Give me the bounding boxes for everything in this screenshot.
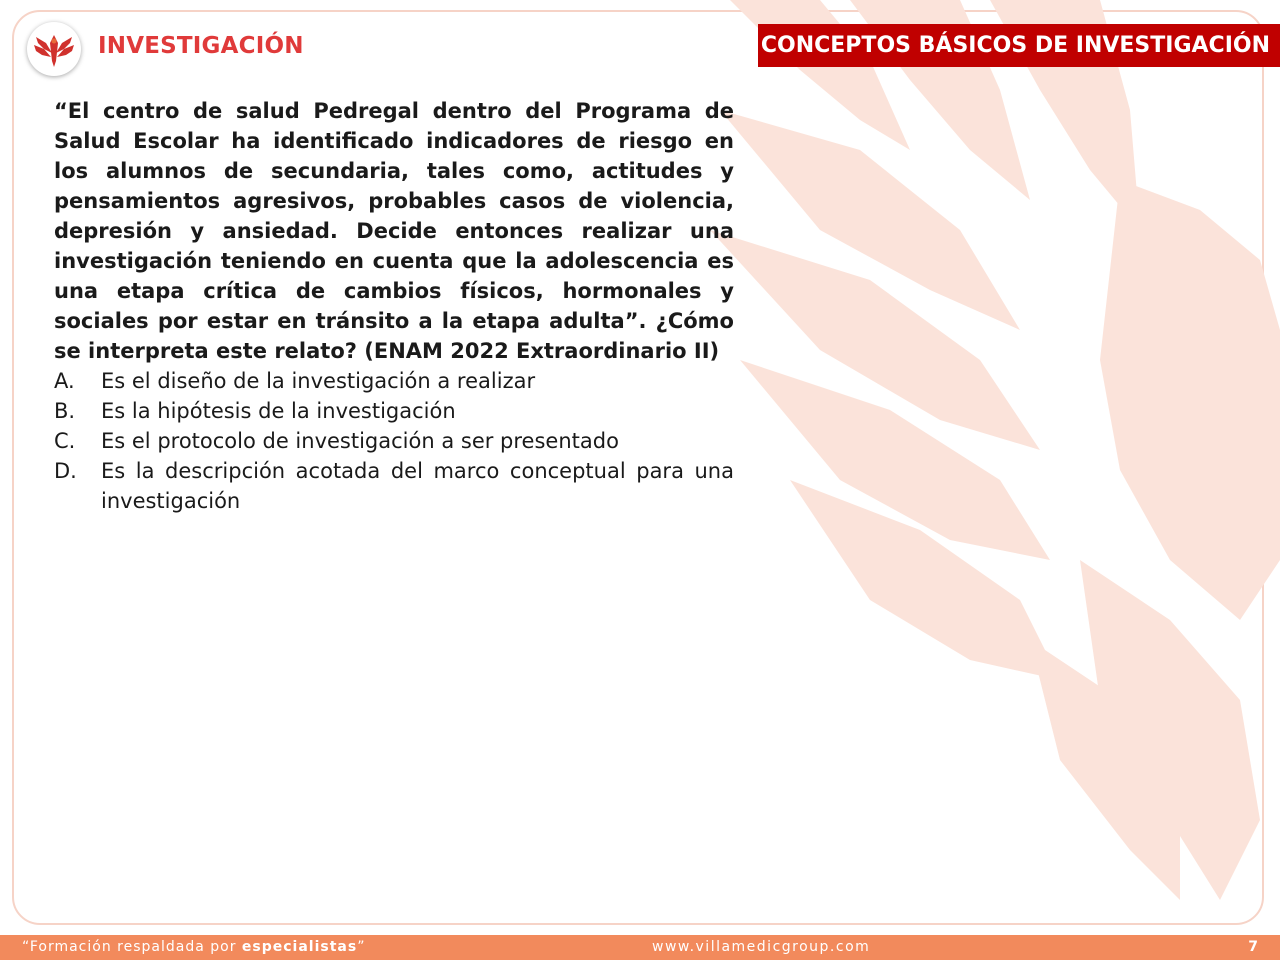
option-letter: D. [54, 459, 77, 483]
topic-badge: CONCEPTOS BÁSICOS DE INVESTIGACIÓN [758, 24, 1280, 67]
answer-option-c [54, 426, 734, 456]
slogan-emphasis: especialistas [241, 939, 358, 955]
page-number: 7 [1248, 939, 1258, 955]
phoenix-logo-icon [32, 27, 76, 71]
slogan-suffix: ” [357, 939, 366, 955]
option-text: Es el protocolo de investigación a ser presentado [101, 429, 619, 453]
footer-slogan [22, 935, 365, 960]
question-text: “El centro de salud Pedregal dentro del Programa de Salud Escolar ha identificado indicadores de riesgo en los alumnos de secundaria, tales como, actitudes y pensamientos agresivos, probables casos de violencia, depresión y ansiedad. Decide entonces realizar una investigación teniendo en cuenta que la adolescencia es una etapa crítica de cambios físicos, hormonales y sociales por estar en tránsito a la etapa adulta”. ¿Cómo se interpreta este relato? (ENAM 2022 Extraordinario II) [54, 99, 734, 363]
footer-website: www.villamedicgroup.com [652, 939, 871, 955]
phoenix-watermark-icon [700, 0, 1280, 935]
answer-option-b [54, 396, 734, 426]
option-letter: A. [54, 369, 75, 393]
option-text: Es la hipótesis de la investigación [101, 399, 456, 423]
option-letter: C. [54, 429, 76, 453]
answer-option-d [54, 456, 734, 516]
answer-options [54, 366, 734, 516]
option-text: Es el diseño de la investigación a realizar [101, 369, 536, 393]
answer-option-a [54, 366, 734, 396]
footer-bar [0, 935, 1280, 960]
option-text: Es la descripción acotada del marco conceptual para una investigación [101, 459, 734, 513]
section-title: INVESTIGACIÓN [98, 33, 304, 59]
slogan-prefix: “Formación respaldada por [22, 939, 242, 955]
company-logo [27, 22, 81, 76]
option-letter: B. [54, 399, 76, 423]
